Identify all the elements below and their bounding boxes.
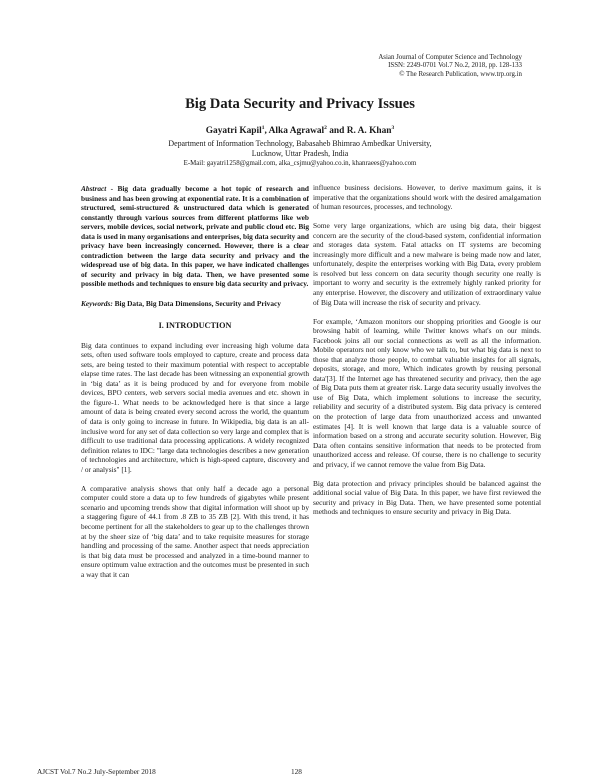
author-name: R. A. Khan	[346, 126, 392, 137]
author-list	[0, 125, 600, 136]
body-paragraph: Big data continues to expand including ever increasing high volume data sets, often used software tools employed to capture, create and process data sets, are being tested to their maximum potential with respect to acceptable elapse time rates. The last decade has been witnessing an exponential growth in ‘big data’ as it is being produced by and for everyone from mobile devices, BPO centers, web servers social media avenues and etc. shown in the figure-1. What needs to be acknowledged here is that since a large amount of data is being created every second across the world, the quantum of data is only going to increase in future. In Wikipedia, big data is an all-inclusive word for any set of data collection so very large and complex that is difficult to use traditional data processing applications. A widely recognized definition relates to IDC: "large data technologies describes a new generation of technologies and architecture, which is high-speed capture, discovery and / or analysis" [1].	[81, 340, 309, 474]
body-paragraph: influence business decisions. However, to derive maximum gains, it is imperative that the organizations should work with the desired amalgamation of human resources, processes, and technology.	[313, 183, 541, 212]
page-number: 128	[291, 767, 302, 776]
author-affil-mark: 1	[261, 125, 265, 131]
author-name: Gayatri Kapil	[205, 126, 262, 137]
body-paragraph: For example, ‘Amazon monitors our shopping priorities and Google is our browsing habit of learning, while Twitter knows what's on our minds. Facebook joins all our social connections as well as all the information. Mobile operators not only know who we talk to, but what big data is next to those that analyze those people, to combat valuable insights for all signals, deposits, storage, and more, Which indicates growth by reusing personal data'[3]. If the Internet age has threatened security and privacy, then the age of Big Data puts them at greater risk. Large data security usually involves the use of Big Data, which implement solutions to increase the security, reliability and security of a distributed system. Big data privacy is centered on the protection of large data from unauthorized access and unwanted estimates [4]. It is well known that large data is a valuable source of information based on a strong and accurate security solution. However, Big Data often contains sensitive information that needs to be protected from unauthorized access and release. Of course, there is no challenge to security and privacy, if we cannot remove the value from Big Data.	[313, 316, 541, 469]
journal-name: Asian Journal of Computer Science and Technology	[378, 54, 522, 61]
author-affil-mark: 2	[324, 125, 327, 131]
affiliation	[0, 139, 600, 170]
author-separator: and	[326, 126, 347, 137]
abstract	[81, 184, 309, 289]
affiliation-department: Department of Information Technology, Babasaheb Bhimrao Ambedkar University,	[168, 139, 432, 148]
body-paragraph: Some very large organizations, which are using big data, their biggest concern are the security of the cloud-based system, confidential information and storages data system. Fatal attacks on IT systems are becoming increasingly more difficult and a new malware is being made now and later, unfortunately, despite the enterprises working with Big Data, every problem is resolved but less concern on data security though security one really is important to worry and security is the extremely highly ranked priority for any enterprise. However, the discovery and utilization of extraordinary value of Big Data will increase the risk of security and privacy.	[313, 221, 541, 307]
body-paragraph: Big data protection and privacy principles should be balanced against the additional social value of Big Data. In this paper, we have first reviewed the security and privacy in Big Data. Then, we have presented some potential methods and techniques to ensure security and privacy in Big Data.	[313, 478, 541, 517]
body-paragraph: A comparative analysis shows that only half a decade ago a personal computer could store a data up to few hundreds of gigabytes while present scenario and upcoming trends show that digital information will shoot up by a staggering figure of 44.1 from .8 ZB to 35 ZB [2]. With this trend, it has become pertinent for all the stakeholders to gear up to the challenges thrown at by the sheer size of ‘big data’ and to take requisite measures for storage handling and processing of the same. Another aspect that needs appreciation is that big data must be processed and analyzed in a time-bound manner to ensure optimum value extraction and the outcomes must be presented in such a way that it can	[81, 483, 309, 579]
author-emails: E-Mail: gayatri1258@gmail.com, alka_csjmu@yahoo.co.in, khanraees@yahoo.com	[183, 160, 417, 168]
author-name: Alka Agrawal	[268, 126, 325, 137]
journal-header	[242, 54, 522, 79]
author-separator: ,	[264, 126, 269, 137]
footer-journal: AJCST Vol.7 No.2 July-September 2018	[37, 767, 156, 776]
paper-title: Big Data Security and Privacy Issues	[185, 96, 415, 112]
journal-issn: ISSN: 2249-0701 Vol.7 No.2, 2018, pp. 128-133	[388, 62, 522, 70]
left-column	[81, 184, 309, 589]
keywords	[81, 299, 309, 309]
journal-publisher: © The Research Publication, www.trp.org.in	[399, 70, 522, 78]
abstract-label: Abstract	[81, 184, 107, 193]
affiliation-location: Lucknow, Uttar Pradesh, India	[251, 149, 349, 159]
right-column	[313, 183, 541, 527]
author-affil-mark: 3	[391, 125, 395, 131]
section-heading: I. INTRODUCTION	[158, 321, 232, 331]
keywords-text: Big Data, Big Data Dimensions, Security and Privacy	[112, 298, 281, 308]
keywords-label: Keywords:	[81, 298, 113, 308]
abstract-text: - Big data gradually become a hot topic of research and business and has been growing at exponential rate. It is a combination of structured, semi-structured & unstructured data which is generated constantly through various sources from different platforms like web servers, mobile devices, social network, private and public cloud etc. Big data is used in many organisations and enterprises, big data security and privacy have been increasingly concerned. However, there is a clear contradiction between the large data security and privacy and the widespread use of big data. In this paper, we have indicated challenges of security and privacy in big data. Then, we have presented some possible methods and techniques to ensure big data security and privacy.	[81, 184, 309, 289]
